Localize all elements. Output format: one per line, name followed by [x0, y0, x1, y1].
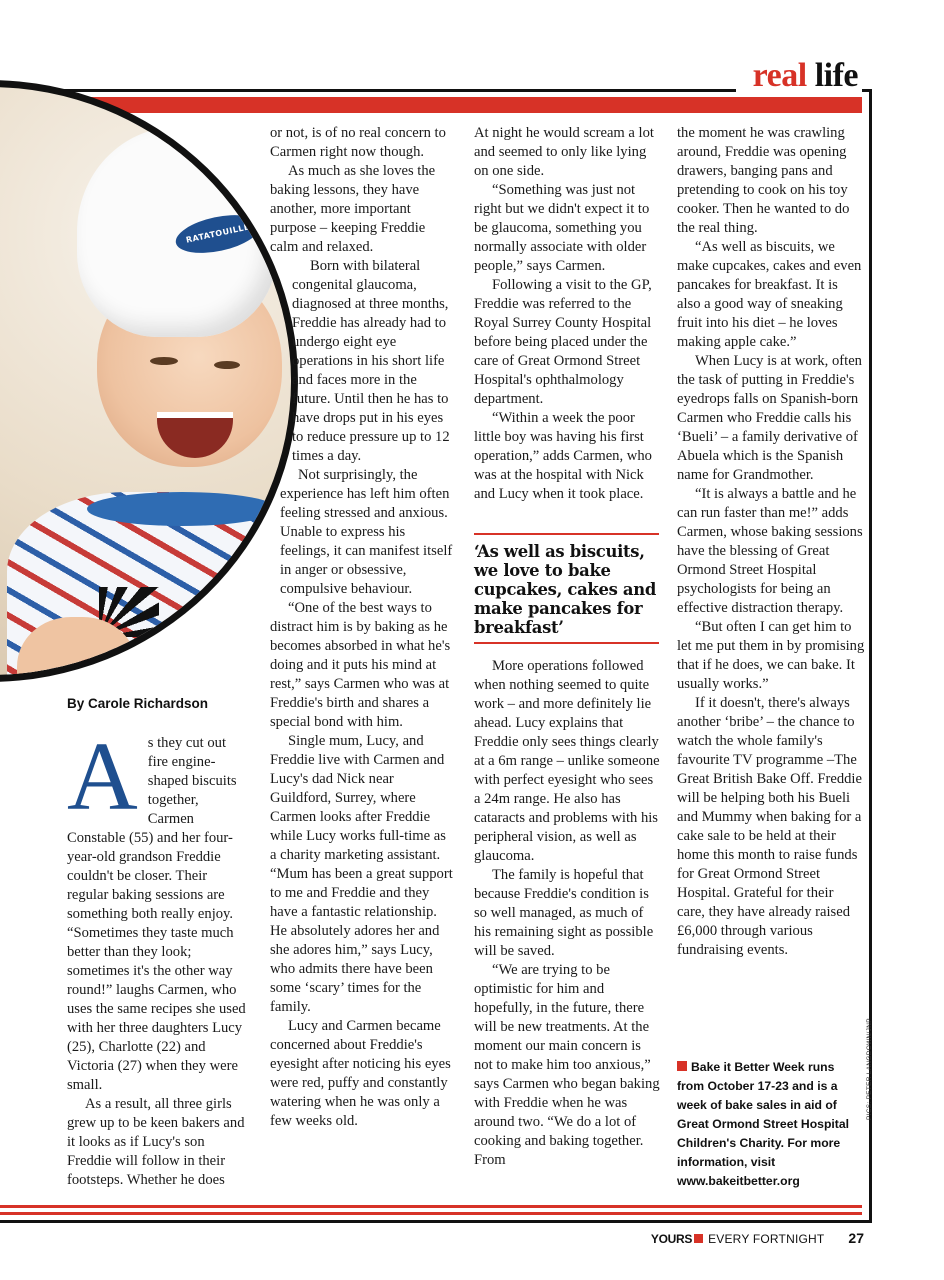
paragraph: “Something was just not right but we didn't expect it to be glaucoma, something you normally associate with older people,” says Carmen.	[474, 182, 650, 274]
column-2	[270, 124, 456, 1131]
column-4	[677, 124, 865, 960]
footer-red-square	[694, 1234, 703, 1243]
paragraph: As a result, all three girls grew up to be keen bakers and it looks as if Lucy's son Freddie will follow in their footsteps. Whether he does	[67, 1096, 245, 1188]
footer-black-rule	[0, 1220, 872, 1223]
paragraph: Following a visit to the GP, Freddie was referred to the Royal Surrey County Hospital before being placed under the care of Great Ormond Street Hospital's ophthalmology department.	[474, 277, 652, 407]
byline: By Carole Richardson	[67, 696, 209, 711]
paragraph: “Within a week the poor little boy was having his first operation,” adds Carmen, who was at the hospital with Nick and Lucy when it took place.	[474, 410, 652, 502]
header-red-band	[0, 97, 862, 113]
column-1	[67, 723, 247, 1190]
paragraph: When Lucy is at work, often the task of putting in Freddie's eyedrops falls on Spanish-born Carmen who Freddie calls his ‘Bueli’ – a family derivative of Abuela which is the Spanish name for Grandmother.	[677, 353, 862, 483]
photo-eye-left	[150, 357, 178, 365]
page-number: 27	[848, 1230, 864, 1246]
info-boxout	[677, 1058, 863, 1191]
paragraph: or not, is of no real concern to Carmen right now though.	[270, 125, 446, 160]
red-square-bullet	[677, 1061, 687, 1071]
boy-chef-photo	[0, 80, 298, 682]
paragraph: The family is hopeful that because Freddie's condition is so well managed, as much of his remaining sight as possible will be saved.	[474, 867, 654, 959]
footer-red-rule-2	[0, 1212, 862, 1215]
paragraph: “We are trying to be optimistic for him and hopefully, in the future, there will be new treatments. At the moment our main concern is not to make him too anxious,” says Carmen who began baking with Freddie when he was around two. “We do a lot of cooking and baking together. From	[474, 962, 660, 1168]
paragraph: “But often I can get him to let me put them in by promising that if he does, we can bake. It usually works.”	[677, 619, 865, 692]
drop-cap: A	[67, 723, 138, 831]
magazine-name: YOURS	[650, 1232, 693, 1246]
section-label-real: real	[752, 57, 807, 94]
paragraph: Single mum, Lucy, and Freddie live with Carmen and Lucy's dad Nick near Guildford, Surrey, where Carmen looks after Freddie while Lucy works full-time as a charity marketing assistant. “Mum has been a great support to me and Freddie and they have a fantastic relationship. He absolutely adores her and she adores him,” says Lucy, who admits there have been some ‘scary’ times for the family.	[270, 733, 453, 1015]
top-rule	[0, 89, 736, 92]
photo-eye-right	[214, 361, 240, 369]
paragraph: “It is always a battle and he can run faster than me!” adds Carmen, whose baking sessions have the blessing of Great Ormond Street Hospital psychologists for being an effective distraction therapy.	[677, 486, 863, 616]
column-3-bottom	[474, 657, 660, 1170]
paragraph: Lucy and Carmen became concerned about Freddie's eyesight after noticing his eyes were red, puffy and constantly watering when he was only a few weeks old.	[270, 1018, 451, 1129]
boxout-text: Bake it Better Week runs from October 17-23 and is a week of bake sales in aid of Great Ormond Street Hospital Children's Charity. For more information, visit www.bakeitbetter.org	[677, 1060, 850, 1188]
page-footer	[651, 1228, 864, 1249]
photo-credit: PICS: PETER LANGDOWN/JNP	[866, 1018, 873, 1120]
paragraph: At night he would scream a lot and seemed to only like lying on one side.	[474, 125, 654, 179]
pull-quote: ‘As well as biscuits, we love to bake cupcakes, cakes and make pancakes for breakfast’	[474, 542, 657, 637]
paragraph: Not surprisingly, the experience has left him often feeling stressed and anxious. Unable to express his feelings, it can manifest itself in anger or obsessive, compulsive behaviour.	[280, 467, 453, 597]
paragraph: If it doesn't, there's always another ‘bribe’ – the chance to watch the whole family's favourite TV programme –The Great British Bake Off. Freddie will be helping both his Bueli and Mummy when baking for a cake sale to be held at their home this month to raise funds for Great Ormond Street Hospital. Grateful for their care, they have already raised £6,000 through various fundraising events.	[677, 695, 862, 958]
section-label-life: life	[814, 57, 858, 94]
paragraph: the moment he was crawling around, Freddie was opening drawers, banging pans and pretending to cook on his toy cooker. Then he wanted to do the real thing.	[677, 125, 850, 236]
paragraph: Born with bilateral congenital glaucoma, diagnosed at three months, Freddie has already had to undergo eight eye operations in his short life and faces more in the future. Until then he has to have drops put in his eyes to reduce pressure up to 12 times a day.	[292, 258, 450, 464]
paragraph: As much as she loves the baking lessons, they have another, more important purpose – keeping Freddie calm and relaxed.	[270, 163, 436, 255]
paragraph: “One of the best ways to distract him is by baking as he becomes absorbed in what he's doing and it puts his mind at rest,” says Carmen who was at Freddie's birth and shares a special bond with him.	[270, 600, 451, 730]
pullquote-rule-top	[474, 533, 659, 535]
column-3-top	[474, 124, 660, 504]
section-label	[753, 56, 858, 96]
paragraph: s they cut out fire engine-shaped biscuits together, Carmen Constable (55) and her four-year-old grandson Freddie couldn't be closer. Their regular baking sessions are something both really enjoy. “Sometimes they taste much better than they look; sometimes it's the other way round!” laughs Carmen, who uses the same recipes she used with her three daughters Lucy (25), Charlotte (22) and Victoria (27) when they were small.	[67, 735, 246, 1093]
photo-collar	[87, 492, 277, 526]
hat-badge-logo: RATATOUILLE	[172, 208, 263, 259]
paragraph: “As well as biscuits, we make cupcakes, cakes and even pancakes for breakfast. It is also a good way of sneaking fruit into his diet – he loves making apple cake.”	[677, 239, 862, 350]
paragraph: More operations followed when nothing seemed to quite work – and more definitely lie ahead. Lucy explains that Freddie only sees things clearly at a 6m range – unlike someone with perfect eyesight who sees a 24m range. He also has cataracts and problems with his peripheral vision, as well as glaucoma.	[474, 658, 660, 864]
pullquote-rule-bottom	[474, 642, 659, 644]
footer-frequency: EVERY FORTNIGHT	[708, 1232, 825, 1246]
footer-red-rule	[0, 1205, 862, 1208]
